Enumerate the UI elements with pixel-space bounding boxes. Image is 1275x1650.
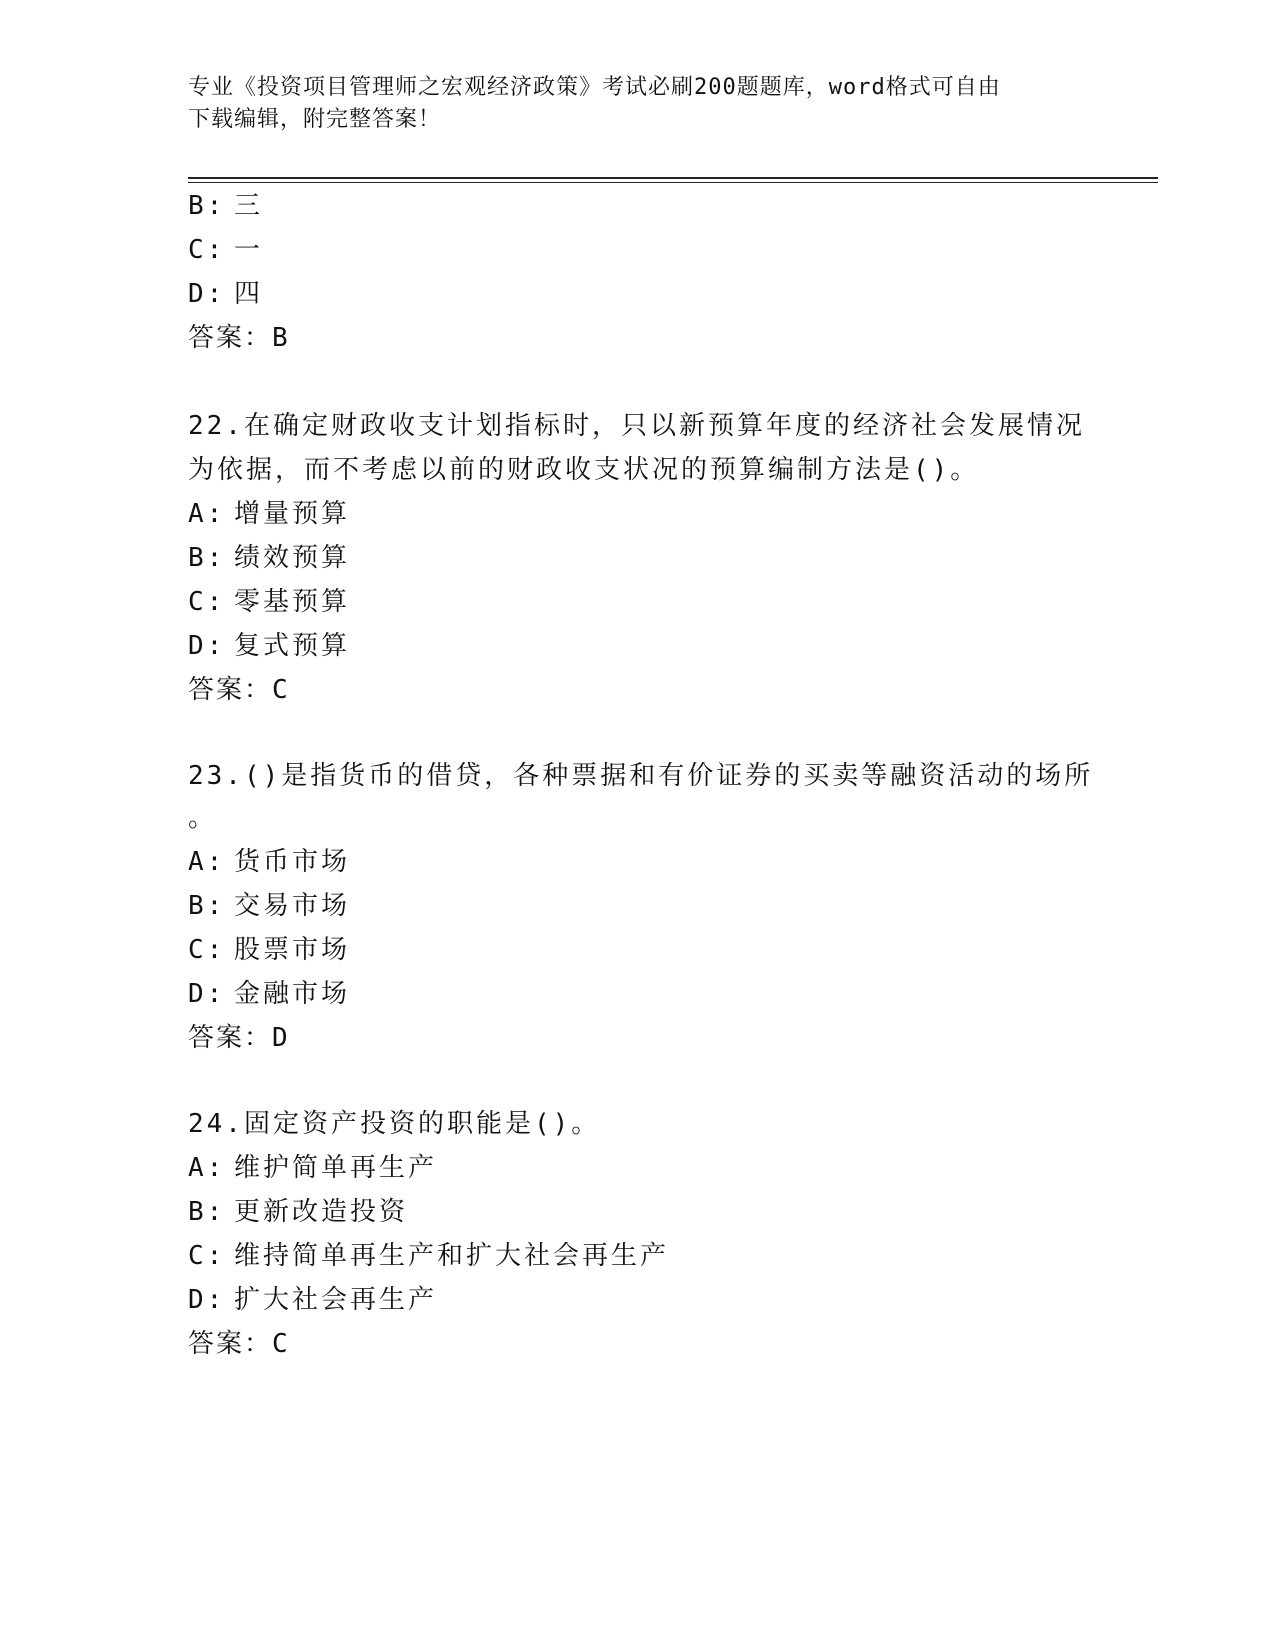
option-line	[188, 932, 350, 968]
option-letter: D:	[188, 631, 226, 661]
option-text: 维持简单再生产和扩大社会再生产	[234, 1241, 670, 1271]
option-text: 扩大社会再生产	[234, 1285, 438, 1315]
option-line	[188, 232, 263, 268]
option-line	[188, 888, 350, 924]
option-text: 零基预算	[234, 587, 351, 617]
answer-line: 答案：C	[188, 675, 290, 705]
option-letter: A:	[188, 499, 226, 529]
option-text: 绩效预算	[234, 543, 351, 573]
option-line	[188, 976, 350, 1012]
option-line	[188, 1282, 437, 1318]
option-letter: C:	[188, 935, 226, 965]
option-line	[188, 276, 263, 312]
option-letter: B:	[188, 1197, 226, 1227]
option-line	[188, 628, 350, 664]
question-stem-line: 22.在确定财政收支计划指标时，只以新预算年度的经济社会发展情况	[188, 411, 1085, 441]
option-text: 三	[234, 191, 264, 221]
document-header	[188, 72, 1088, 136]
answer-line: 答案：B	[188, 323, 290, 353]
option-letter: B:	[188, 191, 226, 221]
option-letter: D:	[188, 1285, 226, 1315]
option-text: 更新改造投资	[234, 1197, 409, 1227]
option-text: 一	[234, 235, 264, 265]
option-text: 交易市场	[234, 891, 351, 921]
option-text: 维护简单再生产	[234, 1153, 438, 1183]
option-letter: C:	[188, 1241, 226, 1271]
answer-line: 答案：C	[188, 1329, 290, 1359]
option-line	[188, 844, 350, 880]
header-rule-thick	[188, 177, 1158, 179]
option-letter: A:	[188, 847, 226, 877]
option-letter: B:	[188, 543, 226, 573]
header-line-1: 专业《投资项目管理师之宏观经济政策》考试必刷200题题库，word格式可自由	[188, 75, 1001, 100]
option-line	[188, 1194, 408, 1230]
question-stem-line: 23.()是指货币的借贷，各种票据和有价证券的买卖等融资活动的场所	[188, 761, 1094, 791]
option-letter: A:	[188, 1153, 226, 1183]
option-text: 股票市场	[234, 935, 351, 965]
option-letter: D:	[188, 279, 226, 309]
option-text: 货币市场	[234, 847, 351, 877]
option-line	[188, 496, 350, 532]
option-letter: C:	[188, 587, 226, 617]
option-line	[188, 1238, 669, 1274]
option-letter: B:	[188, 891, 226, 921]
option-text: 增量预算	[234, 499, 351, 529]
option-line	[188, 584, 350, 620]
option-text: 金融市场	[234, 979, 351, 1009]
header-rule-thin	[188, 182, 1158, 183]
option-line	[188, 1150, 437, 1186]
option-line	[188, 540, 350, 576]
option-line	[188, 188, 263, 224]
option-letter: D:	[188, 979, 226, 1009]
option-text: 四	[234, 279, 264, 309]
question-stem-line: 。	[188, 803, 218, 833]
answer-line: 答案：D	[188, 1023, 290, 1053]
option-text: 复式预算	[234, 631, 351, 661]
option-letter: C:	[188, 235, 226, 265]
header-line-2: 下载编辑，附完整答案！	[188, 107, 442, 132]
question-stem-line: 为依据，而不考虑以前的财政收支状况的预算编制方法是()。	[188, 455, 980, 485]
question-stem-line: 24.固定资产投资的职能是()。	[188, 1109, 601, 1139]
